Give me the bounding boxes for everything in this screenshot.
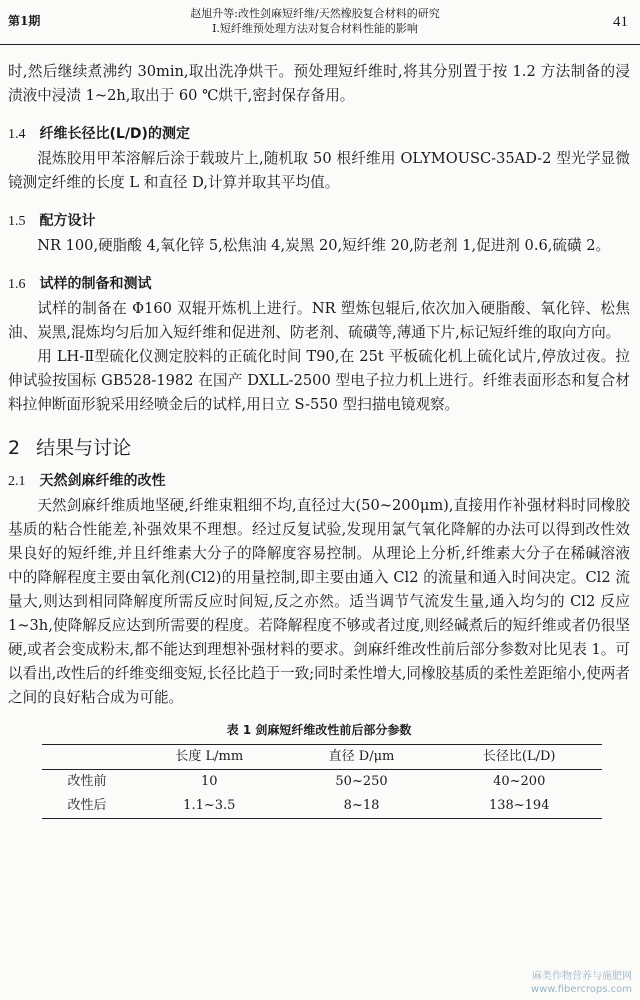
section-title: 试样的制备和测试 (39, 276, 152, 292)
table-cell: 40~200 (493, 774, 546, 789)
table-header-cell: 长径比(L/D) (482, 749, 556, 764)
body-text (8, 60, 630, 819)
chapter-number: 2 (8, 437, 21, 459)
section-number: 1.5 (8, 214, 26, 229)
running-title (150, 6, 480, 36)
table-row (42, 770, 602, 795)
section-heading-2-1 (8, 469, 630, 494)
running-title-line1: 赵旭升等:改性剑麻短纤维/天然橡胶复合材料的研究 (190, 7, 440, 20)
table-cell: 改性前 (67, 774, 107, 789)
data-table (42, 744, 602, 819)
running-title-line2: I.短纤维预处理方法对复合材料性能的影响 (212, 22, 418, 35)
watermark-line1: 麻类作物营养与施肥网 (532, 971, 632, 982)
table-header-cell: 直径 D/μm (328, 749, 395, 764)
chapter-title: 结果与讨论 (36, 437, 132, 459)
table-cell: 10 (201, 774, 218, 789)
issue-label: 第1期 (8, 14, 41, 28)
paragraph: 用 LH-Ⅱ型硫化仪测定胶料的正硫化时间 T90,在 25t 平板硫化机上硫化试片,停放过夜。拉伸试验按国标 GB528-1982 在国产 DXLL-2500 型电子拉力机上进行。纤维表面形态和复合材料拉伸断面形貌采用经喷金后的试样,用日立 S-550 型扫描电镜观察。 (8, 348, 630, 413)
section-heading-1-6 (8, 272, 630, 297)
table-header-row (42, 745, 602, 770)
section-heading-1-5 (8, 209, 630, 234)
paragraph: 天然剑麻纤维质地坚硬,纤维束粗细不均,直径过大(50~200μm),直接用作补强材料时同橡胶基质的粘合性能差,补强效果不理想。经过反复试验,发现用氯气氧化降解的办法可以得到改性效果良好的短纤维,并且纤维素大分子的降解度容易控制。从理论上分析,纤维素大分子在稀碱溶液中的降解程度主要由氧化剂(Cl2)的用量控制,即主要由通入 Cl2 的流量和通入时间决定。Cl2 流量大,则达到相同降解度所需反应时间短,反之亦然。适当调节气流发生量,通入均匀的 Cl2 反应 1~3h,使降解反应达到所需要的程度。若降解程度不够或者过度,则经碱煮后的短纤维或者仍很坚硬,或者会变成粉末,都不能达到理想补强材料的要求。剑麻纤维改性前后部分参数对比见表 1。可以看出,改性后的纤维变细变短,长径比趋于一致;同时柔性增大,同橡胶基质的柔性差距缩小,使两者之间的良好粘合成为可能。 (8, 497, 630, 706)
paragraph: NR 100,硬脂酸 4,氧化锌 5,松焦油 4,炭黑 20,短纤维 20,防老剂 1,促进剂 0.6,硫磺 2。 (37, 237, 611, 254)
section-number: 2.1 (8, 474, 26, 489)
table-cell: 138~194 (488, 798, 550, 813)
paragraph: 混炼胶用甲苯溶解后涂于载玻片上,随机取 50 根纤维用 OLYMOUSC-35AD-2 型光学显微镜测定纤维的长度 L 和直径 D,计算并取其平均值。 (8, 150, 630, 191)
page-number: 41 (613, 14, 628, 30)
section-title: 纤维长径比(L/D)的测定 (39, 126, 190, 142)
section-title: 天然剑麻纤维的改性 (39, 473, 166, 489)
table-row (42, 794, 602, 819)
intro-paragraph: 时,然后继续煮沸约 30min,取出洗净烘干。预处理短纤维时,将其分别置于按 1.2 方法制备的浸渍液中浸渍 1~2h,取出于 60 ℃烘干,密封保存备用。 (8, 63, 630, 104)
site-watermark (531, 970, 632, 996)
table-header-cell (42, 745, 132, 770)
section-heading-1-4 (8, 122, 630, 147)
table-caption: 表 1 剑麻短纤维改性前后部分参数 (226, 723, 412, 737)
section-number: 1.6 (8, 277, 26, 292)
chapter-heading (8, 433, 630, 463)
table-cell: 改性后 (67, 798, 107, 813)
table-cell: 8~18 (343, 798, 380, 813)
table-cell: 50~250 (335, 774, 388, 789)
watermark-line2: www.fibercrops.com (530, 984, 632, 995)
header-rule (0, 44, 640, 45)
table-header-cell: 长度 L/mm (175, 749, 244, 764)
paragraph: 试样的制备在 Φ160 双辊开炼机上进行。NR 塑炼包辊后,依次加入硬脂酸、氧化锌、松焦油、炭黑,混炼均匀后加入短纤维和促进剂、防老剂、硫磺等,薄通下片,标记短纤维的取向方向。 (8, 300, 630, 341)
page-header (0, 0, 640, 58)
table-cell: 1.1~3.5 (183, 798, 236, 813)
section-number: 1.4 (8, 127, 26, 142)
section-title: 配方设计 (39, 213, 96, 229)
